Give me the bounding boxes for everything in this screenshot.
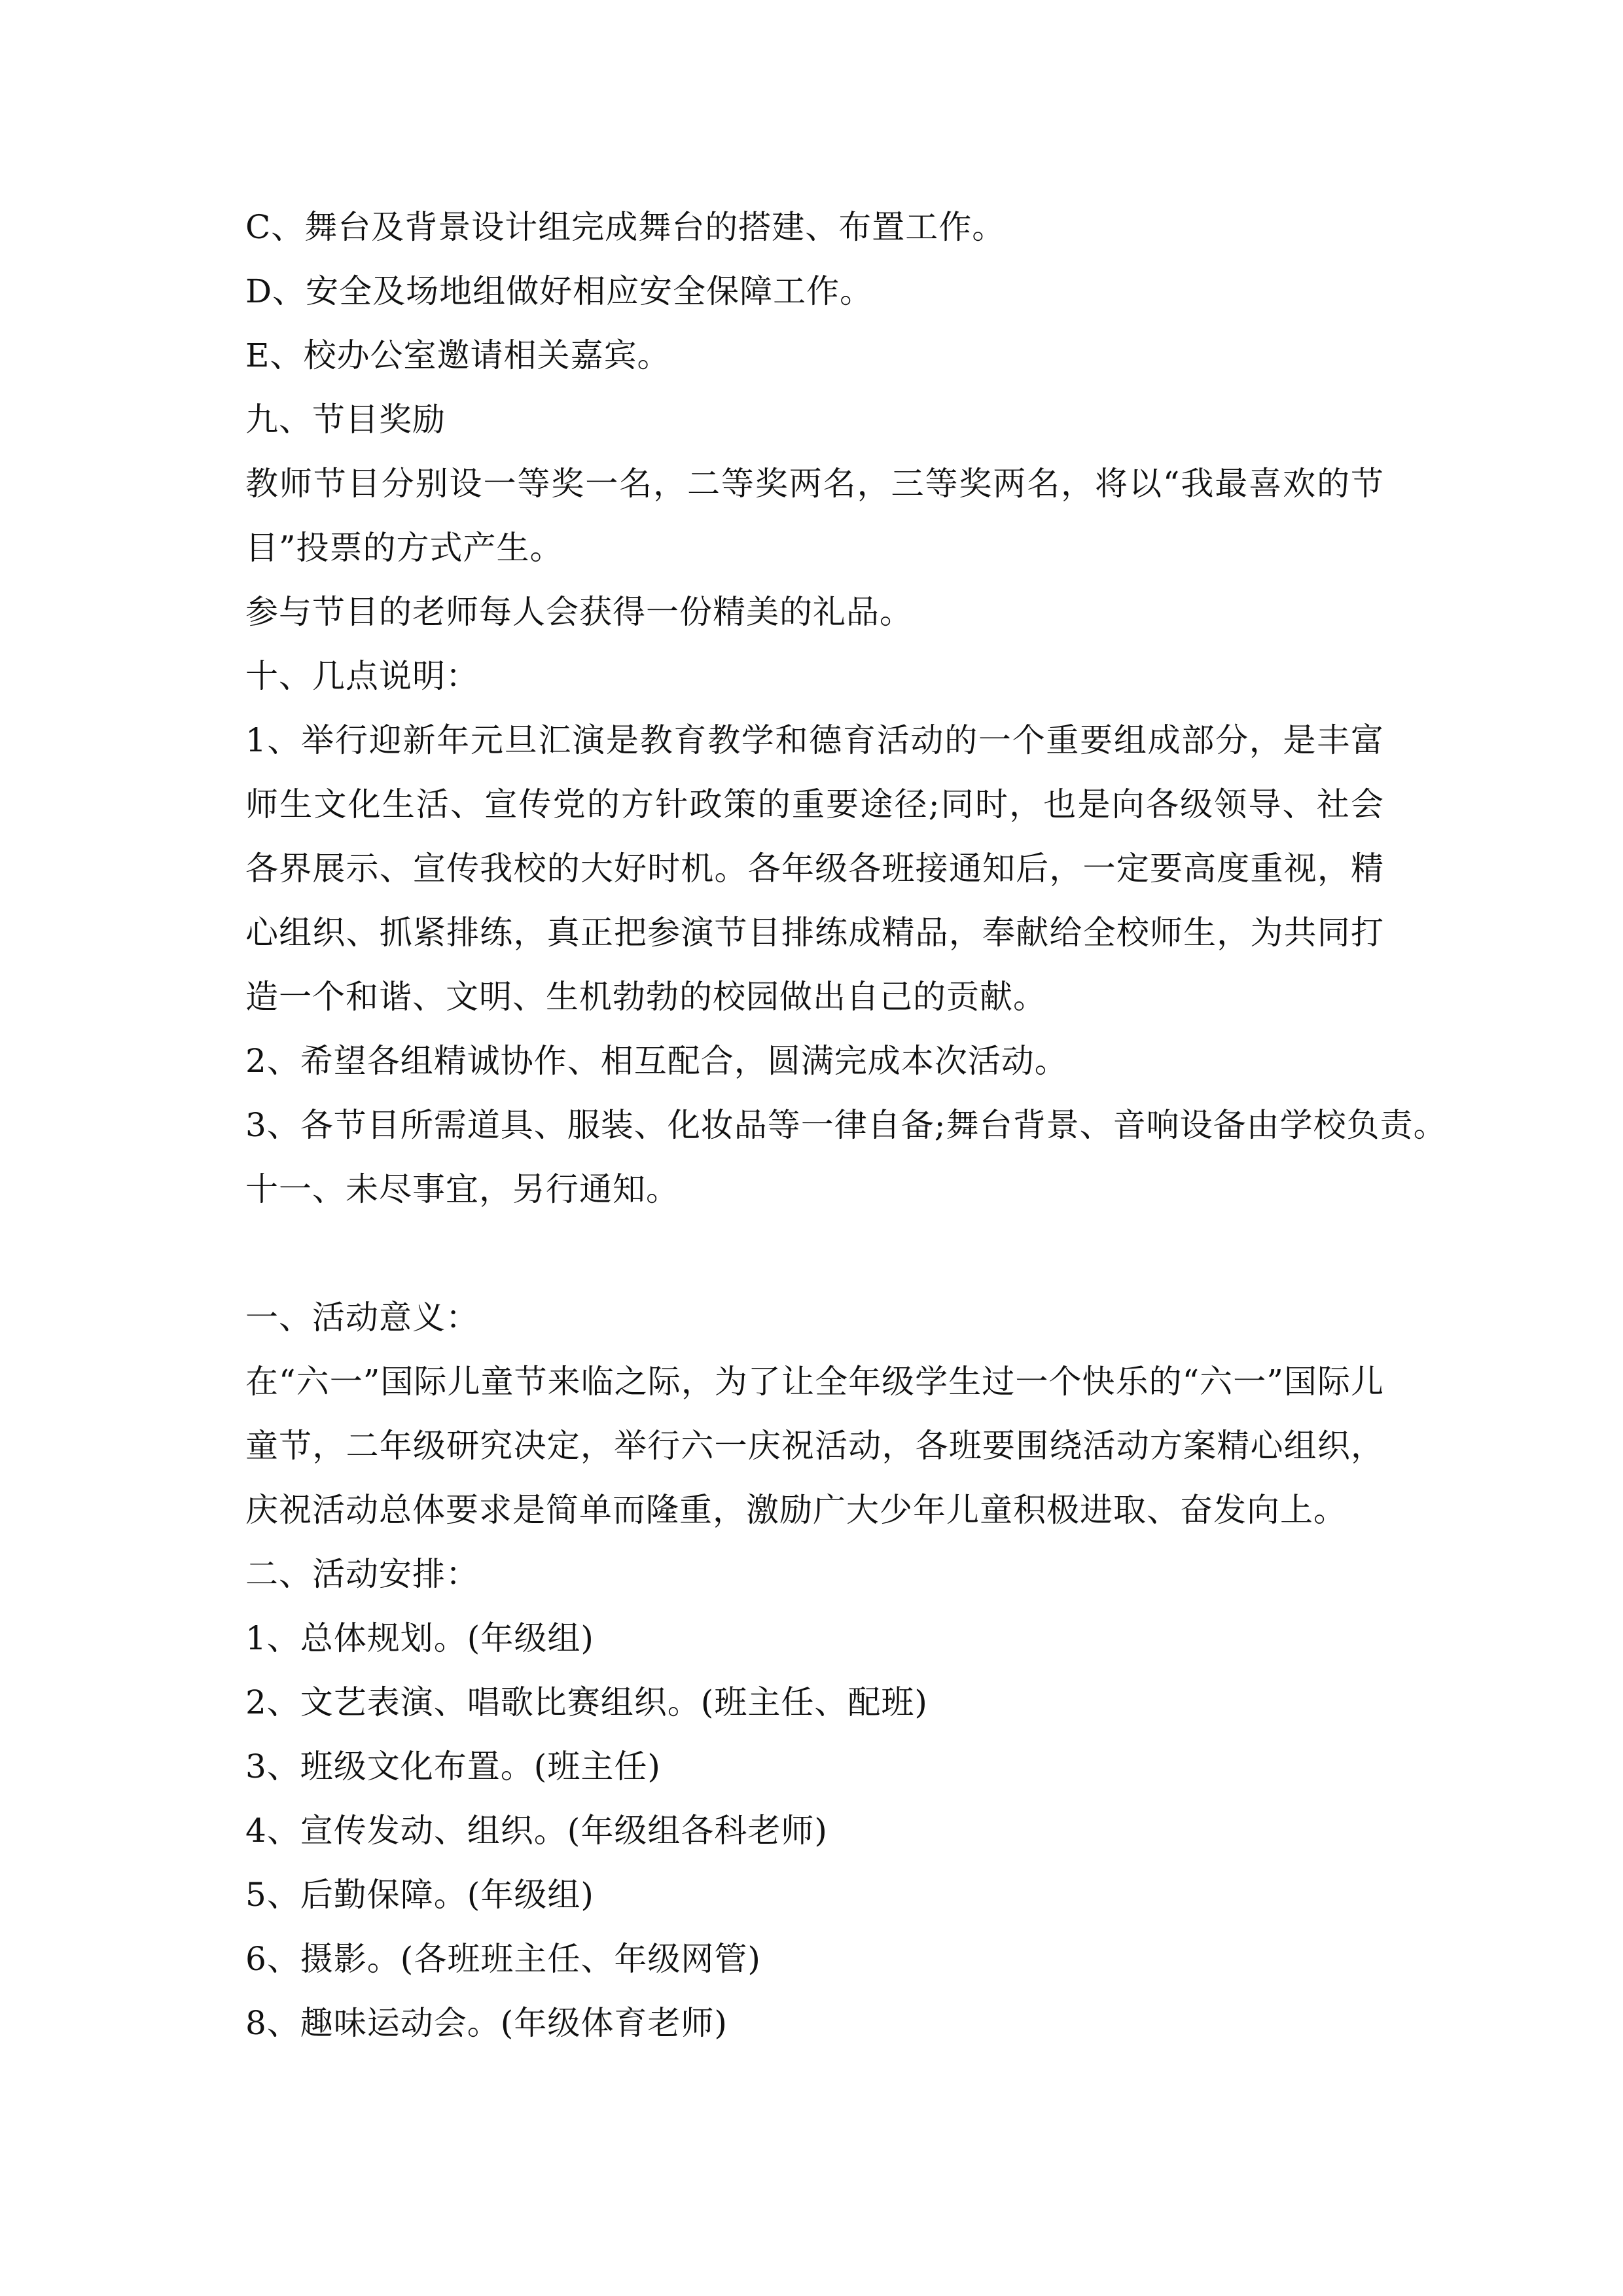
paragraph-note-1: 1、举行迎新年元旦汇演是教育教学和德育活动的一个重要组成部分，是丰富师生文化生活、宣传党的方针政策的重要途径;同时，也是向各级领导、社会各界展示、宣传我校的大好时机。各年级各班接通知后，一定要高度重视，精心组织、抓紧排练，真正把参演节目排练成精品，奉献给全校师生，为共同打造一个和谐、文明、生机勃勃的校园做出自己的贡献。 <box>245 721 1384 1016</box>
document-body <box>245 195 1447 2055</box>
list-item: 2、文艺表演、唱歌比赛组织。(班主任、配班) <box>245 1683 928 1721</box>
list-item: 6、摄影。(各班班主任、年级网管) <box>245 1940 761 1978</box>
text-line-safety: D、安全及场地组做好相应安全保障工作。 <box>245 272 874 310</box>
heading-arrangement: 二、活动安排： <box>245 1555 479 1593</box>
paragraph-meaning: 在“六一”国际儿童节来临之际，为了让全年级学生过一个快乐的“六一”国际儿童节，二年级研究决定，举行六一庆祝活动，各班要围绕活动方案精心组织，庆祝活动总体要求是简单而隆重，激励广大少年儿童积极进取、奋发向上。 <box>245 1363 1384 1529</box>
heading-notes: 十、几点说明： <box>245 657 479 695</box>
text-line-stage: C、舞台及背景设计组完成舞台的搭建、布置工作。 <box>245 208 1006 246</box>
heading-meaning: 一、活动意义： <box>245 1299 479 1336</box>
heading-awards: 九、节目奖励 <box>245 401 446 439</box>
text-line-note-3: 3、各节目所需道具、服装、化妆品等一律自备;舞台背景、音响设备由学校负责。 <box>245 1106 1447 1144</box>
text-line-gift: 参与节目的老师每人会获得一份精美的礼品。 <box>245 593 913 631</box>
text-line-guests: E、校办公室邀请相关嘉宾。 <box>245 336 671 374</box>
paragraph-awards: 教师节目分别设一等奖一名，二等奖两名，三等奖两名，将以“我最喜欢的节目”投票的方式产生。 <box>245 465 1384 567</box>
list-item: 1、总体规划。(年级组) <box>245 1619 594 1657</box>
list-item: 3、班级文化布置。(班主任) <box>245 1748 661 1785</box>
list-item: 5、后勤保障。(年级组) <box>245 1876 594 1914</box>
text-line-note-2: 2、希望各组精诚协作、相互配合，圆满完成本次活动。 <box>245 1042 1068 1080</box>
list-item: 8、趣味运动会。(年级体育老师) <box>245 2004 728 2042</box>
section-gap <box>245 1221 1384 1285</box>
text-line-closing: 十一、未尽事宜，另行通知。 <box>245 1170 679 1208</box>
list-item: 4、宣传发动、组织。(年级组各科老师) <box>245 1812 828 1850</box>
